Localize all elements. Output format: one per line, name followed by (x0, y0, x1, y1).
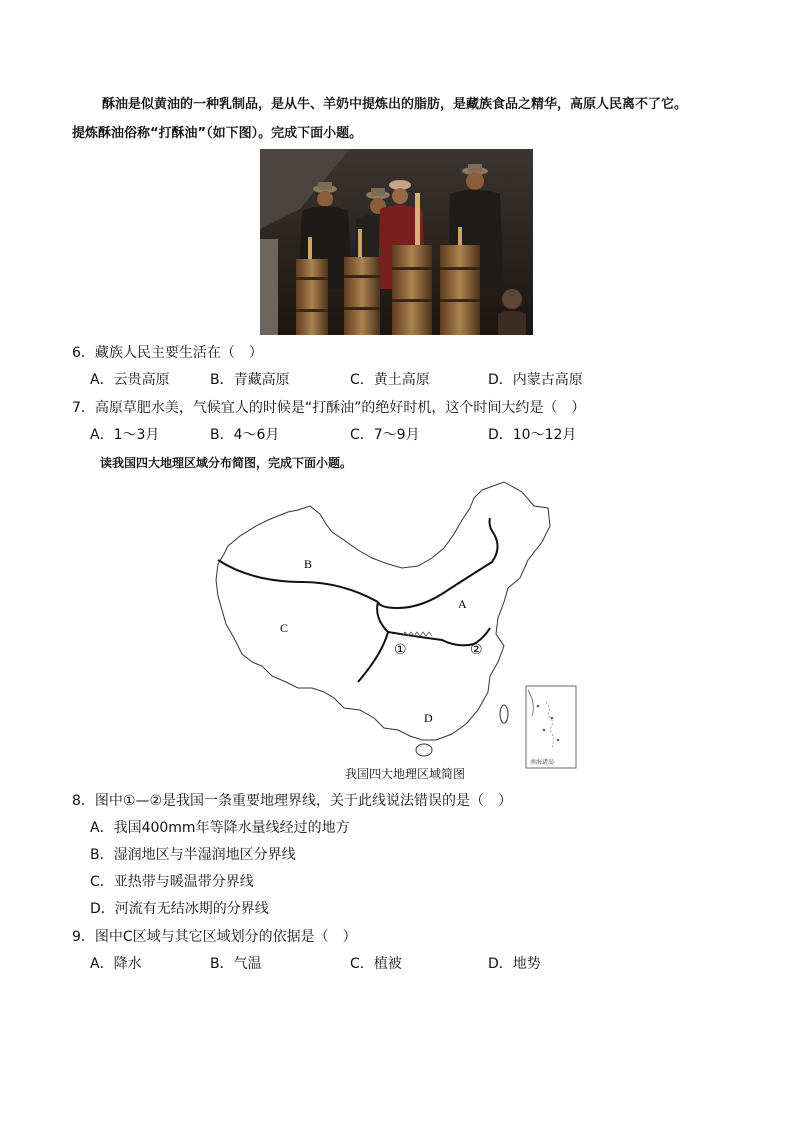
question-8-stem: 8．图中①—②是我国一条重要地理界线，关于此线说法错误的是（ ） (72, 793, 513, 809)
question-6-options (90, 370, 583, 390)
boundary-b-c (218, 560, 378, 602)
intro-paragraph (72, 90, 732, 148)
label-region-a: A (458, 597, 467, 611)
hainan-island (416, 744, 432, 756)
label-region-d: D (424, 711, 433, 725)
question-9-options (90, 954, 541, 974)
question-7-options (90, 425, 576, 445)
q7-option-a[interactable]: A．1～3月 (90, 427, 160, 443)
q6-option-c[interactable]: C．黄土高原 (350, 372, 430, 388)
inset-label: 南海诸岛 (530, 759, 555, 766)
q8-option-c[interactable]: C．亚热带与暖温带分界线 (90, 874, 254, 890)
q6-option-a[interactable]: A．云贵高原 (90, 372, 170, 388)
q9-option-d[interactable]: D．地势 (488, 956, 541, 972)
question-6-stem: 6．藏族人民主要生活在（ ） (72, 345, 263, 361)
china-outline (216, 482, 550, 740)
q8-option-a[interactable]: A．我国400mm年等降水量线经过的地方 (90, 820, 350, 836)
q9-option-b[interactable]: B．气温 (210, 956, 262, 972)
boundary-c-d (358, 602, 388, 682)
marker-1: ① (394, 642, 407, 658)
map-svg (212, 478, 582, 788)
label-region-b: B (304, 557, 313, 571)
china-regions-map (212, 478, 582, 788)
label-region-c: C (280, 621, 289, 635)
south-china-sea-inset (526, 686, 576, 768)
q6-option-b[interactable]: B．青藏高原 (210, 372, 290, 388)
question-9-stem: 9．图中C区域与其它区域划分的依据是（ ） (72, 929, 357, 945)
q6-option-d[interactable]: D．内蒙古高原 (488, 372, 583, 388)
q7-option-b[interactable]: B．4～6月 (210, 427, 280, 443)
taiwan-island (500, 705, 508, 723)
intro-line-2: 提炼酥油俗称“打酥油”（如下图）。完成下面小题。 (72, 126, 363, 141)
butter-churning-photo (260, 149, 533, 335)
intro-line-1: 酥油是似黄油的一种乳制品，是从牛、羊奶中提炼出的脂肪，是藏族食品之精华，高原人民离不了它。 (102, 97, 688, 112)
map-lead-text: 读我国四大地理区域分布简图，完成下面小题。 (100, 456, 353, 470)
q9-option-a[interactable]: A．降水 (90, 956, 142, 972)
map-caption: 我国四大地理区域简图 (345, 767, 466, 781)
q8-option-d[interactable]: D．河流有无结冰期的分界线 (90, 901, 269, 917)
boundary-north (378, 518, 498, 608)
q9-option-c[interactable]: C．植被 (350, 956, 402, 972)
q8-option-b[interactable]: B．湿润地区与半湿润地区分界线 (90, 847, 296, 863)
question-7-stem: 7．高原草肥水美，气候宜人的时候是“打酥油”的绝好时机，这个时间大约是（ ） (72, 400, 586, 416)
q7-option-d[interactable]: D．10～12月 (488, 427, 577, 443)
q7-option-c[interactable]: C．7～9月 (350, 427, 420, 443)
photo-illustration (260, 149, 533, 335)
marker-2: ② (470, 642, 483, 658)
